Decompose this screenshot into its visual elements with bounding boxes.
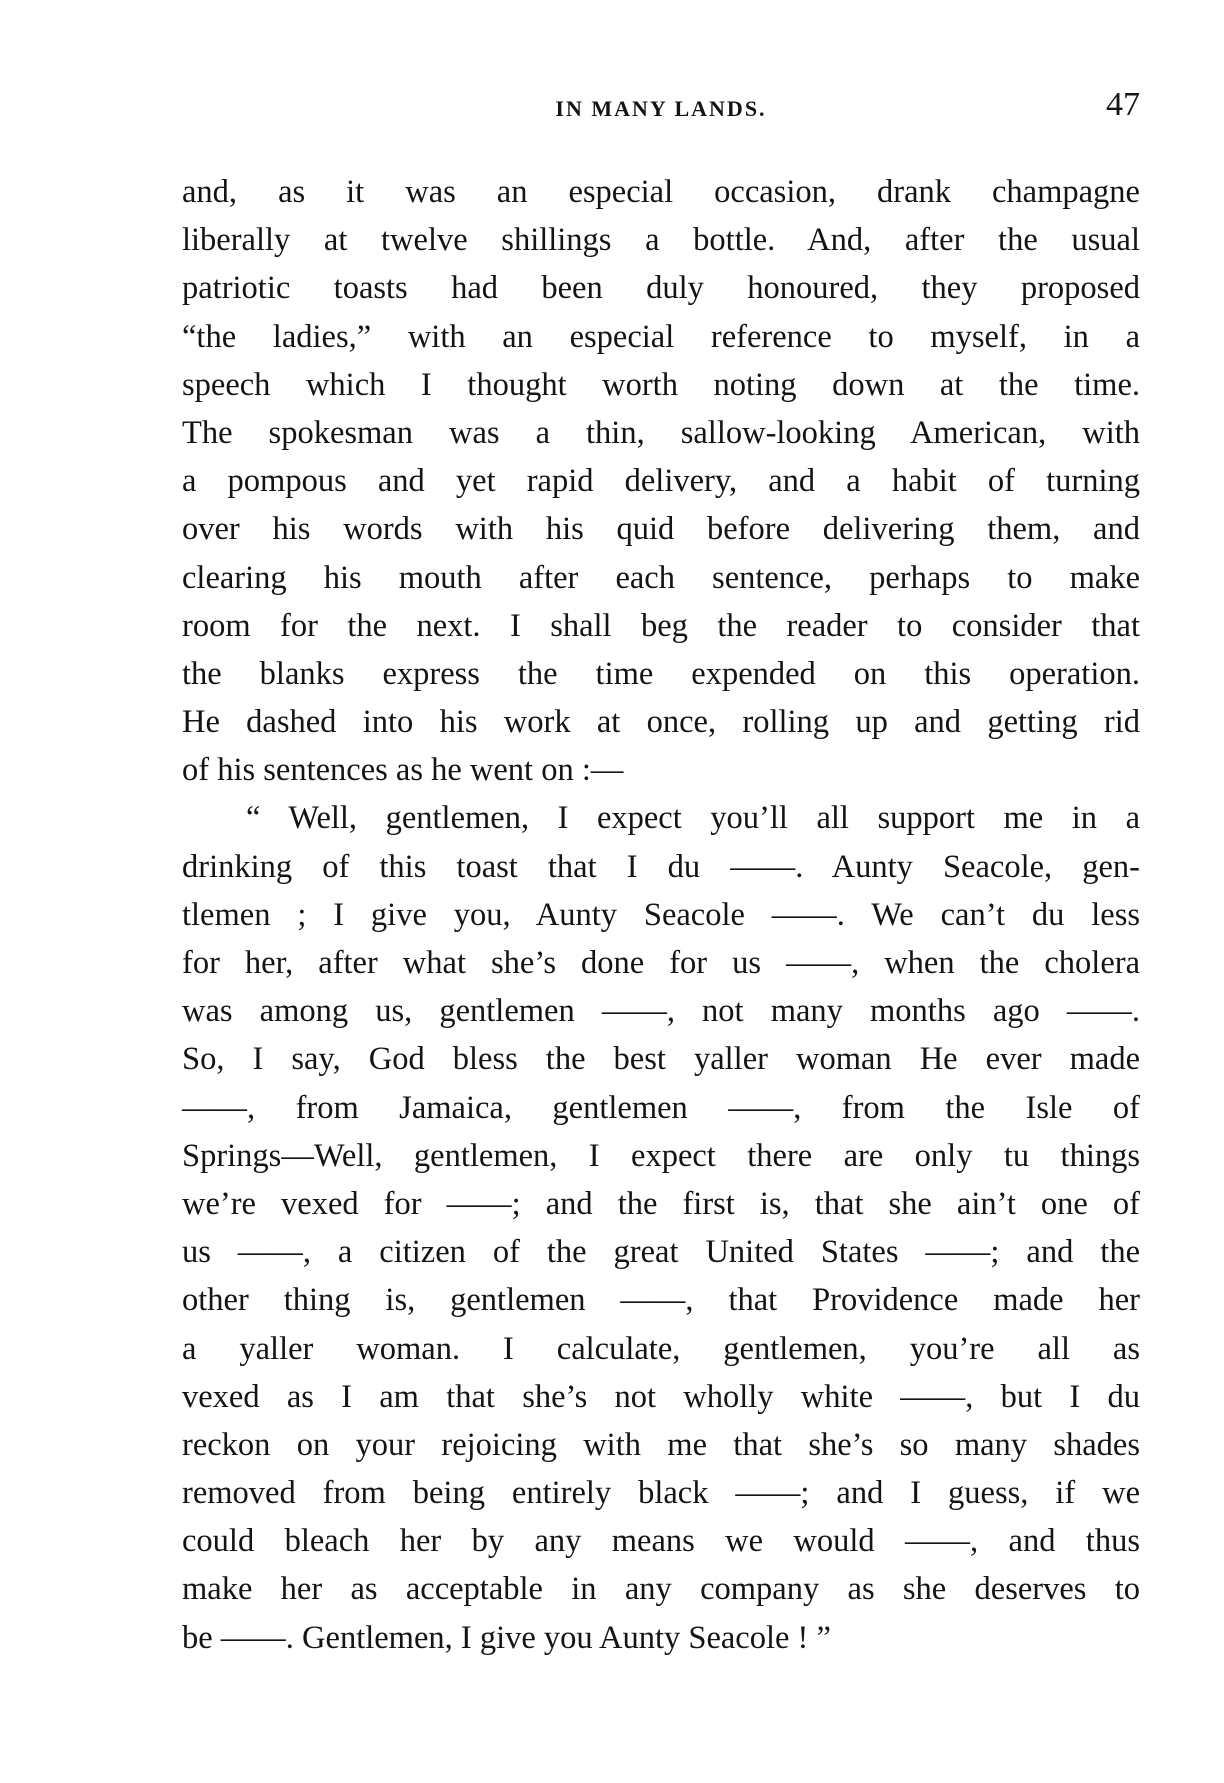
text-line: “ Well, gentlemen, I expect you’ll all support me in a xyxy=(246,800,1140,837)
text-line: could bleach her by any means we would ——, and thus xyxy=(182,1523,1140,1560)
text-line: was among us, gentlemen ——, not many months ago ——. xyxy=(182,993,1140,1030)
text-line: a pompous and yet rapid delivery, and a habit of turning xyxy=(182,463,1140,500)
text-line: So, I say, God bless the best yaller woman He ever made xyxy=(182,1041,1140,1078)
text-line: He dashed into his work at once, rolling up and getting rid xyxy=(182,704,1140,741)
text-line: us ——, a citizen of the great United States ——; and the xyxy=(182,1234,1140,1271)
text-line: the blanks express the time expended on this operation. xyxy=(182,655,1140,692)
text-line: Springs—Well, gentlemen, I expect there are only tu things xyxy=(182,1137,1140,1174)
text-line: vexed as I am that she’s not wholly white ——, but I du xyxy=(182,1378,1140,1415)
text-line: reckon on your rejoicing with me that she’s so many shades xyxy=(182,1426,1140,1463)
page-header xyxy=(182,86,1140,130)
text-line: of his sentences as he went on :— xyxy=(182,752,624,789)
text-line: drinking of this toast that I du ——. Aunty Seacole, gen- xyxy=(182,848,1140,885)
text-line: other thing is, gentlemen ——, that Providence made her xyxy=(182,1282,1140,1319)
text-line: ——, from Jamaica, gentlemen ——, from the Isle of xyxy=(182,1089,1140,1126)
text-line: patriotic toasts had been duly honoured, they proposed xyxy=(182,270,1140,307)
page-number: 47 xyxy=(1106,86,1140,123)
text-line: we’re vexed for ——; and the first is, that she ain’t one of xyxy=(182,1185,1140,1222)
text-line: a yaller woman. I calculate, gentlemen, you’re all as xyxy=(182,1330,1140,1367)
running-head: IN MANY LANDS. xyxy=(555,96,767,121)
text-line: for her, after what she’s done for us ——, when the cholera xyxy=(182,945,1140,981)
text-line: over his words with his quid before delivering them, and xyxy=(182,511,1140,548)
text-line: liberally at twelve shillings a bottle. And, after the usual xyxy=(182,222,1140,259)
text-line: speech which I thought worth noting down at the time. xyxy=(182,366,1140,403)
text-line: be ——. Gentlemen, I give you Aunty Seacole ! ” xyxy=(182,1619,831,1656)
text-line: clearing his mouth after each sentence, perhaps to make xyxy=(182,559,1140,596)
text-line: tlemen ; I give you, Aunty Seacole ——. We can’t du less xyxy=(182,896,1140,933)
text-line: room for the next. I shall beg the reader to consider that xyxy=(182,607,1140,644)
text-line: removed from being entirely black ——; and I guess, if we xyxy=(182,1475,1140,1512)
body-text xyxy=(182,168,1140,1662)
text-line: make her as acceptable in any company as she deserves to xyxy=(182,1571,1140,1608)
text-line: “the ladies,” with an especial reference to myself, in a xyxy=(182,318,1140,355)
text-line: The spokesman was a thin, sallow-looking American, with xyxy=(182,414,1140,451)
text-line: and, as it was an especial occasion, drank champagne xyxy=(182,174,1140,210)
